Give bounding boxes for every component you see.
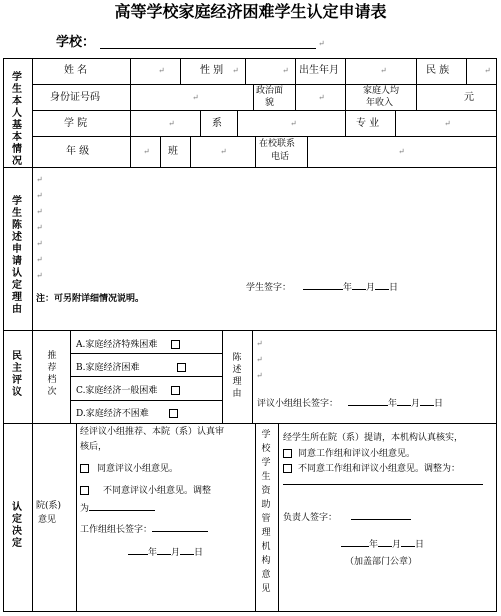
yuan-unit: 元 [464,92,474,103]
section-basic-info: 学生本人基本情况 [12,72,22,167]
return-mark: ↵ [36,191,43,200]
option-d-checkbox[interactable] [169,409,178,418]
year-input[interactable] [128,546,148,555]
principal-signature[interactable] [351,511,411,520]
attachment-note: 注：可另附详细情况说明。 [36,294,145,304]
department-label: 系 [212,118,222,129]
dept-text-1: 经评议小组推荐、本院（系）认真审 [80,427,225,437]
return-mark: ↵ [36,255,43,264]
school-input-line[interactable] [100,48,316,49]
dept-disagree-checkbox[interactable] [80,486,89,495]
ethnicity-label: 民 族 [426,65,450,76]
agency-date: 年 月 日 [341,538,424,550]
return-mark: ↵ [318,39,325,48]
return-mark: ↵ [398,147,405,156]
return-mark: ↵ [256,371,263,380]
return-mark: ↵ [36,207,43,216]
agency-disagree-option[interactable]: 不同意工作组和评议小组意见。调整为： [283,464,460,474]
section-decision: 认定决定 [12,502,22,549]
return-mark: ↵ [290,119,297,128]
recommend-label: 推荐档次 [47,351,57,397]
day-input[interactable] [420,397,434,406]
return-mark: ↵ [36,175,43,184]
birth-label: 出生年月 [299,65,339,76]
return-mark: ↵ [282,66,289,75]
dept-opinion-label-2: 意见 [38,515,57,525]
political-label-1: 政治面 [256,86,284,96]
id-number-label: 身份证号码 [50,92,100,103]
dept-opinion-label-1: 院(系) [36,501,62,511]
section-democratic: 民主评议 [12,351,22,398]
section-statement: 学生陈述申请认定理由 [12,196,22,315]
return-mark: ↵ [380,66,387,75]
day-input[interactable] [375,281,389,290]
year-input[interactable] [341,538,369,547]
phone-label-2: 电话 [271,152,290,162]
return-mark: ↵ [36,223,43,232]
return-mark: ↵ [220,147,227,156]
option-c[interactable]: C.家庭经济一般困难 [76,386,180,396]
month-input[interactable] [397,397,411,406]
return-mark: ↵ [143,147,150,156]
student-signature-label: 学生签字： 年 月 日 [246,283,399,293]
agency-agree-checkbox[interactable] [283,449,292,458]
school-label: 学校： [56,35,96,50]
political-label-2: 貌 [265,98,275,108]
major-label: 专 业 [356,118,380,129]
month-input[interactable] [378,538,392,547]
return-mark: ↵ [318,93,325,102]
return-mark: ↵ [444,119,451,128]
income-label-2: 年收入 [366,98,394,108]
option-b[interactable]: B.家庭经济困难 [76,363,186,373]
month-input[interactable] [352,281,366,290]
return-mark: ↵ [256,339,263,348]
dept-disagree-option[interactable]: 不同意评议小组意见。调整 [80,486,211,496]
work-leader-signature[interactable] [152,523,208,532]
grade-label: 年 级 [66,146,90,157]
option-a-checkbox[interactable] [171,340,180,349]
dept-adjust-line: 为 [80,502,155,514]
dept-adjust-input[interactable] [89,502,155,511]
college-label: 学 院 [64,118,88,129]
option-d[interactable]: D.家庭经济不困难 [76,409,178,419]
dept-agree-checkbox[interactable] [80,464,89,473]
class-label: 班 [168,146,178,157]
income-label-1: 家庭人均 [363,86,400,96]
dept-agree-option[interactable]: 同意评议小组意见。 [80,464,178,474]
work-leader-line: 工作组组长签字： [80,523,208,535]
return-mark: ↵ [256,355,263,364]
form-title: 高等学校家庭经济困难学生认定申请表 [114,2,387,21]
name-label: 姓 名 [64,65,88,76]
return-mark: ↵ [168,119,175,128]
agency-agree-option[interactable]: 同意工作组和评议小组意见。 [283,449,415,459]
return-mark: ↵ [36,271,43,280]
dept-text-2: 核后， [80,442,108,452]
agency-opinion-label: 学校学生资助管理机构意见 [261,430,271,594]
signature-line[interactable] [303,281,343,290]
return-mark: ↵ [232,66,239,75]
dept-date: 年 月 日 [128,546,203,558]
option-a[interactable]: A.家庭经济特殊困难 [76,340,180,350]
agency-text: 经学生所在院（系）提请，本机构认真核实， [283,433,464,443]
option-b-checkbox[interactable] [177,363,186,372]
return-mark: ↵ [36,239,43,248]
return-mark: ↵ [192,93,199,102]
principal-line: 负责人签字： [283,511,411,523]
day-input[interactable] [180,546,194,555]
return-mark: ↵ [158,66,165,75]
return-mark: ↵ [484,66,491,75]
agency-disagree-checkbox[interactable] [283,464,292,473]
agency-adjust-line[interactable] [283,484,483,485]
day-input[interactable] [401,538,415,547]
leader-signature-line[interactable] [348,397,388,406]
reason-label: 陈述理由 [232,353,242,399]
option-c-checkbox[interactable] [171,386,180,395]
gender-label: 性 别 [200,65,224,76]
seal-note: （加盖部门公章） [345,557,418,567]
leader-signature-label: 评议小组组长签字： 年 月 日 [257,399,444,409]
phone-label-1: 在校联系 [259,139,296,149]
month-input[interactable] [157,546,171,555]
